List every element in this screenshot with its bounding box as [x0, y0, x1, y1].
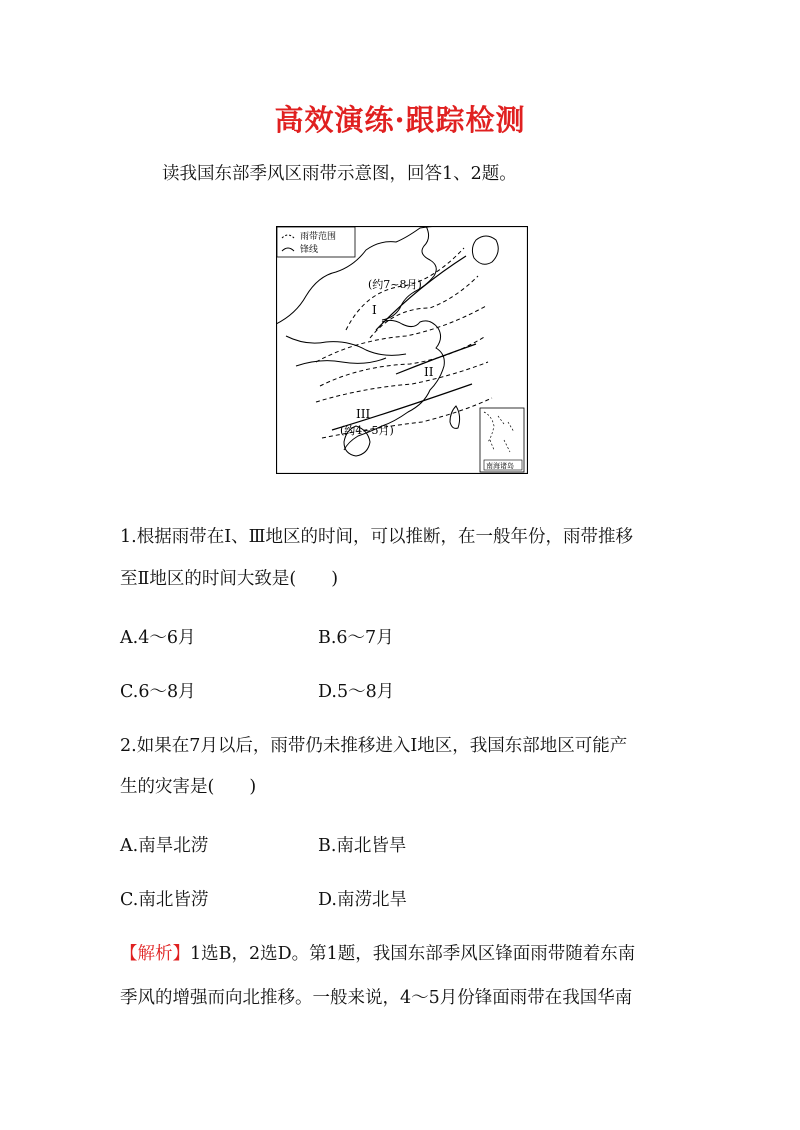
- q2-option-d: D.南涝北旱: [318, 890, 407, 910]
- q1-line2: 至Ⅱ地区的时间大致是( ): [120, 569, 339, 589]
- analysis-line2: 季风的增强而向北推移。一般来说，4～5月份锋面雨带在我国华南: [120, 988, 633, 1008]
- legend-front: 锋线: [300, 245, 319, 255]
- q2-line1: 2.如果在7月以后，雨带仍未推移进入Ⅰ地区，我国东部地区可能产: [120, 736, 628, 756]
- map-legend: [277, 227, 355, 257]
- q1-line1: 1.根据雨带在Ⅰ、Ⅲ地区的时间，可以推断，在一般年份，雨带推移: [120, 527, 633, 547]
- region-label-2: II: [424, 365, 434, 379]
- time-label-3: (约4~5月): [340, 424, 394, 437]
- legend-rainbelt: 雨带范围: [300, 232, 337, 242]
- analysis-line1: [120, 940, 680, 965]
- q2-option-b: B.南北皆旱: [318, 836, 407, 856]
- rain-belt-map: [276, 226, 528, 474]
- inset-map: [480, 408, 524, 472]
- q2-option-c: C.南北皆涝: [120, 890, 209, 910]
- time-label-1: (约7~8月): [368, 278, 422, 291]
- analysis-text-1: 1选B，2选D。第1题，我国东部季风区锋面雨带随着东南: [190, 944, 636, 964]
- q1-option-a: A.4～6月: [120, 628, 196, 648]
- region-label-3: III: [356, 407, 371, 421]
- analysis-tag: 【解析】: [120, 944, 190, 964]
- q2-option-a: A.南旱北涝: [120, 836, 209, 856]
- inset-label: 南海诸岛: [486, 462, 514, 470]
- q2-line2: 生的灾害是( ): [120, 777, 257, 797]
- region-label-1: I: [372, 303, 377, 317]
- q1-option-b: B.6～7月: [318, 628, 394, 648]
- q1-option-c: C.6～8月: [120, 682, 196, 702]
- q1-option-d: D.5～8月: [318, 682, 395, 702]
- page-title: 高效演练·跟踪检测: [274, 103, 526, 137]
- intro-text: 读我国东部季风区雨带示意图，回答1、2题。: [162, 164, 517, 184]
